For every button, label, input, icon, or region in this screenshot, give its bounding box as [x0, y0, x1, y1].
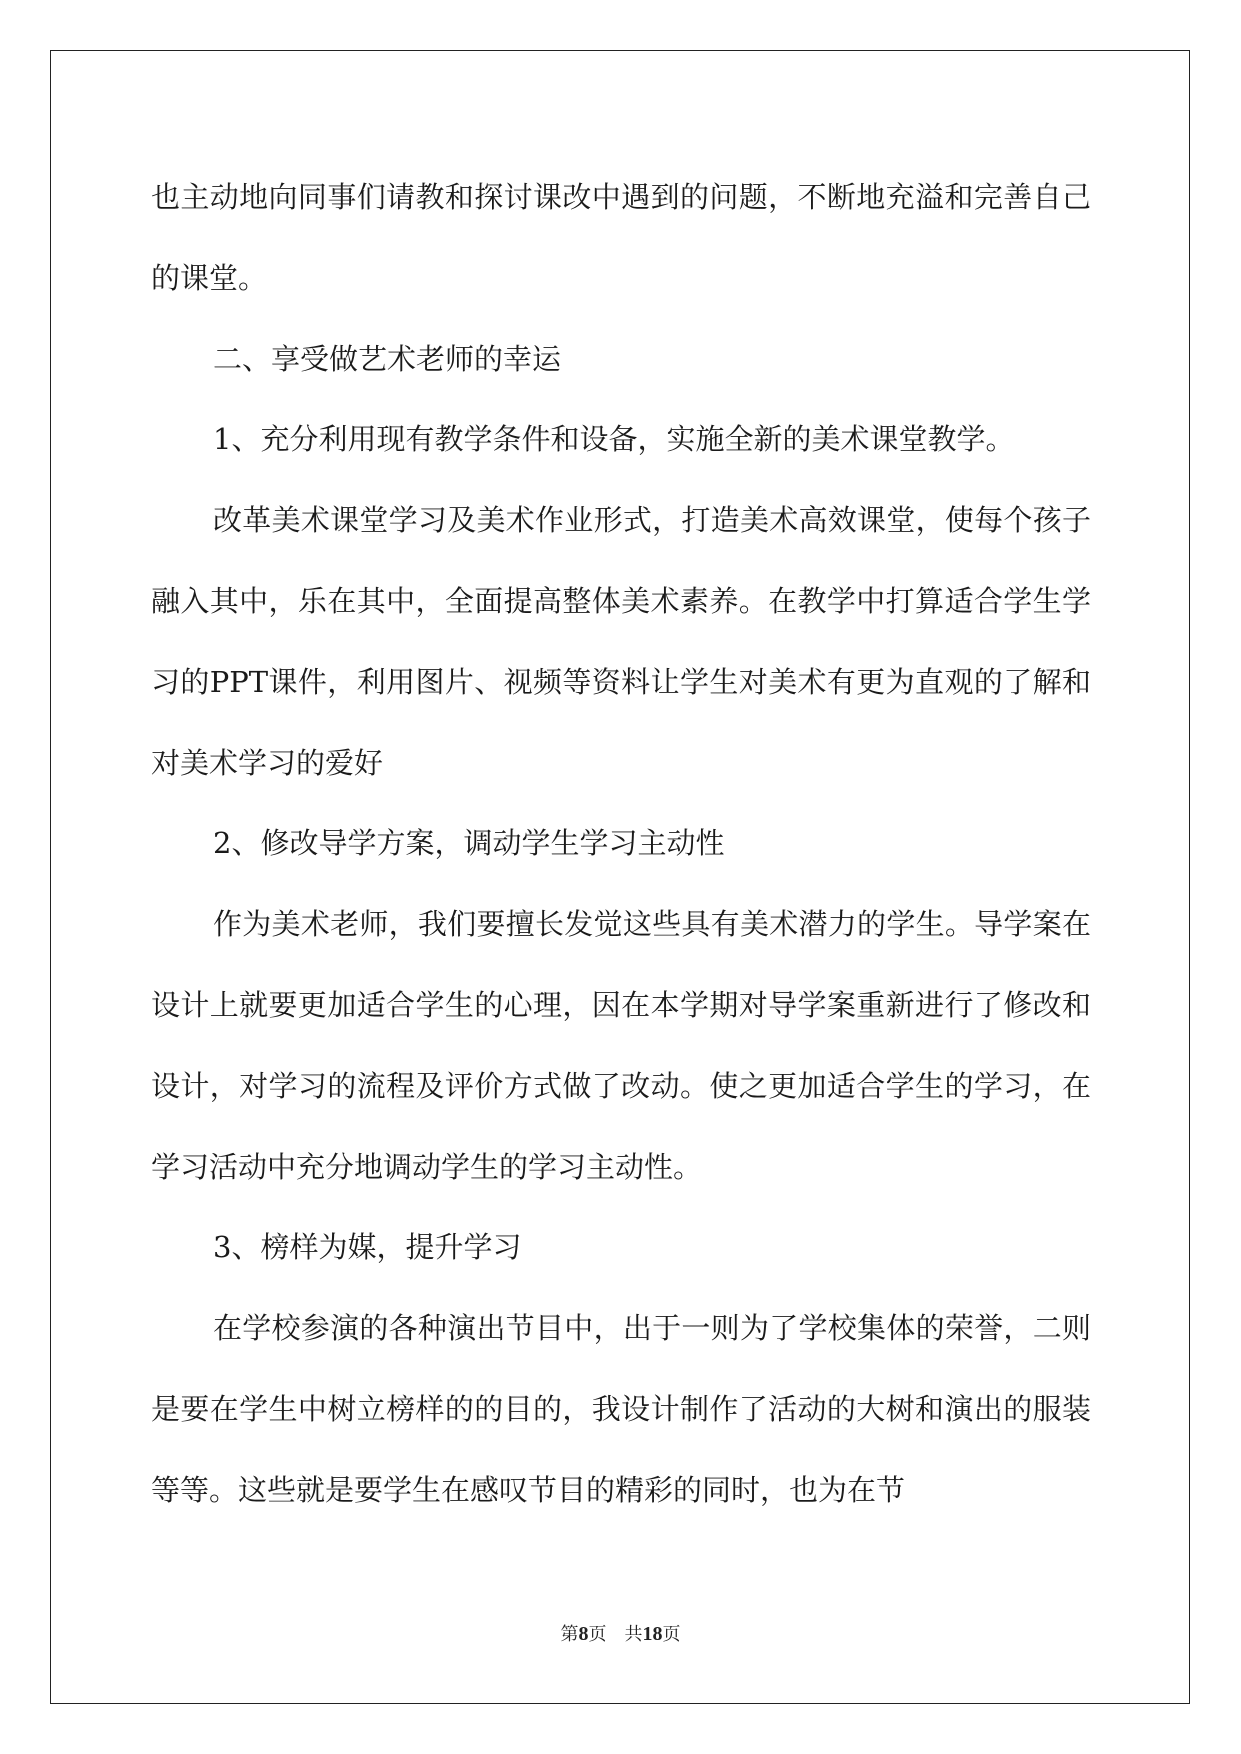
paragraph: 改革美术课堂学习及美术作业形式，打造美术高效课堂，使每个孩子融入其中，乐在其中，全面提高整体美术素养。在教学中打算适合学生学习的PPT课件，利用图片、视频等资料让学生对美术有更为直观的了解和对美术学习的爱好	[151, 503, 1091, 780]
document-body	[151, 157, 1091, 1531]
page-footer	[0, 1620, 1241, 1646]
paragraph: 也主动地向同事们请教和探讨课改中遇到的问题，不断地充溢和完善自己的课堂。	[151, 180, 1091, 295]
subsection-heading: 1、充分利用现有教学条件和设备，实施全新的美术课堂教学。	[213, 422, 1015, 457]
subsection-heading: 2、修改导学方案，调动学生学习主动性	[213, 826, 725, 861]
subsection-heading: 3、榜样为媒，提升学习	[213, 1230, 522, 1265]
current-page-number: 8	[578, 1623, 589, 1645]
footer-suffix: 页	[662, 1624, 681, 1645]
total-page-number: 18	[642, 1623, 663, 1645]
section-heading: 二、享受做艺术老师的幸运	[213, 341, 562, 376]
footer-prefix: 第	[560, 1624, 579, 1645]
paragraph: 作为美术老师，我们要擅长发觉这些具有美术潜力的学生。导学案在设计上就要更加适合学生的心理，因在本学期对导学案重新进行了修改和设计，对学习的流程及评价方式做了改动。使之更加适合学生的学习，在学习活动中充分地调动学生的学习主动性。	[151, 907, 1091, 1184]
footer-mid: 页 共	[588, 1624, 643, 1645]
paragraph: 在学校参演的各种演出节目中，出于一则为了学校集体的荣誉，二则是要在学生中树立榜样的的目的，我设计制作了活动的大树和演出的服装等等。这些就是要学生在感叹节目的精彩的同时，也为在节	[151, 1311, 1091, 1507]
